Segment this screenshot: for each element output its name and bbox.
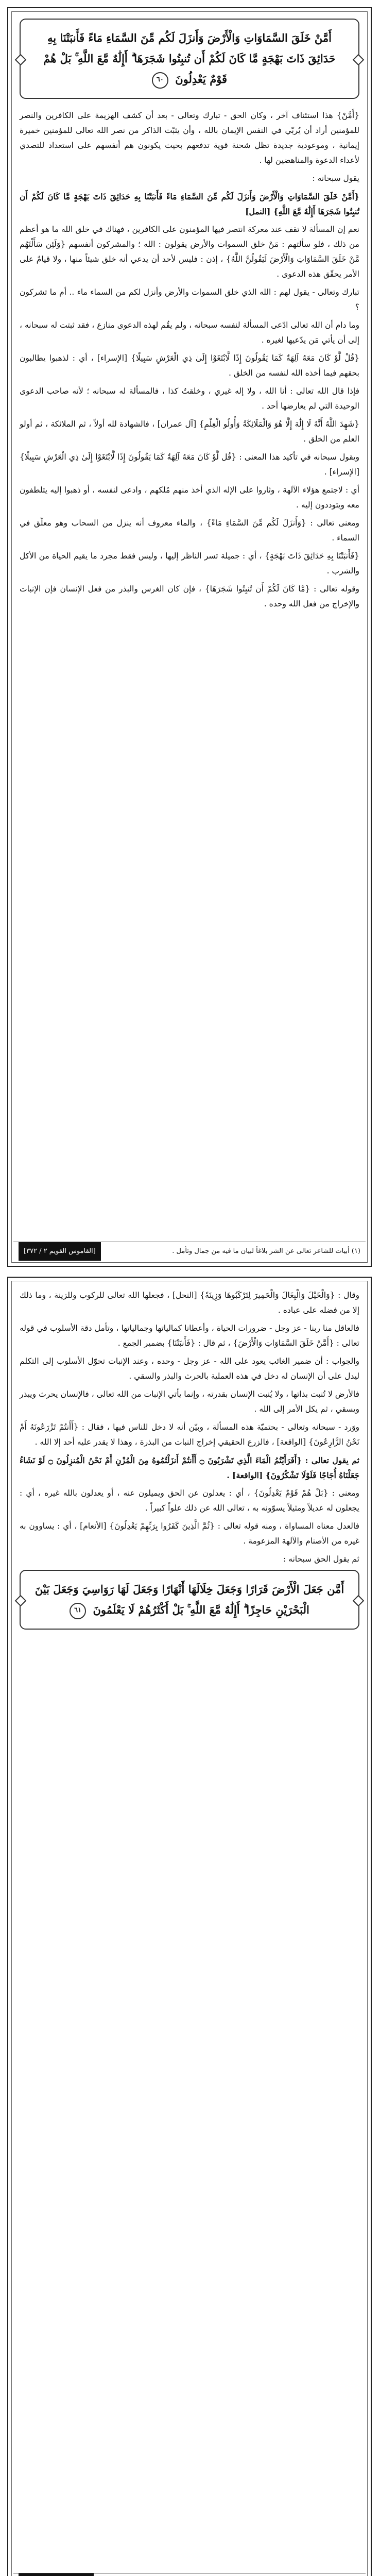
footnote (235, 2573, 360, 2576)
paragraph: والجواب : أن ضمير الغائب يعود على الله - عز وجل - وحده ، وعند الإنبات تحوّل الأسلوب إلى التكلم ليدل على أن الإنسان له دخل في هذه العملية بالحرث والبذر والسقي . (20, 1357, 359, 1381)
paragraph: ومعنى : {بَلْ هُمْ قَوْمٌ يَعْدِلُونَ} ، أي : يعدلون عن الحق ويميلون عنه ، أو يعدلون بالله غيره ، أي : يجعلون له عديلاً ومثيلاً يسوّونه به ، تعالى الله عن ذلك علواً كبيراً . (20, 1488, 359, 1513)
paragraph: نعم إن المسألة لا تقف عند معركة انتصر فيها المؤمنون على الكافرين ، فهناك في خلق الله ما هو أعظم من ذلك ، فلو سألتهم : مَنْ خلق السموات والأرض يقولون : الله ؛ والمشركون أنفسهم {وَلَئِن سَأَلْتَهُم مَّنْ خَلَقَ السَّمَاوَاتِ وَالْأَرْضَ لَيَقُولُنَّ اللَّهُ} ، إذن : فليس لأحد أن يدعي أنه خلق شيئاً منها ، ولا قيامٌ على الأمر يحقّق هذه الدعوى . (20, 225, 359, 279)
page-one (7, 7, 372, 1267)
paragraph: ومعنى تعالى : {وَأَنزَلَ لَكُم مِّنَ السَّمَاءِ مَاءً} ، والماء معروف أنه ينزل من السحاب وهو معلّق في السماء . (20, 518, 359, 543)
paragraph: ثم يقول الحق سبحانه : (283, 1554, 359, 1564)
paragraph: فالعدل معناه المساواة ، ومنه قوله تعالى : {ثُمَّ الَّذِينَ كَفَرُوا بِرَبِّهِمْ يَعْدِلُونَ} [الأنعام] ، أي : يساوون به غيره من الأصنام والآلهة المزعومة . (20, 1521, 359, 1546)
paragraph: فإذا قال الله تعالى : أنا الله ، ولا إله غيري ، وخلقتُ كذا ، فالمسألة له سبحانه ؛ لأنه صاحب الدعوى الوحيدة التي لم يعارضها أحد . (20, 386, 359, 411)
verse-box (20, 19, 359, 99)
verse-number: ٦١ (70, 1603, 86, 1619)
paragraph: ووَرد - سبحانه وتعالى - بحتميّة هذه المسألة ، وبيّن أنه لا دخل للناس فيها ، فقال : {أَأَنتُمْ تَزْرَعُونَهُ أَمْ نَحْنُ الزَّارِعُونَ} [الواقعة] ، فالزرع الحقيقي إخراج النبات من البذرة ، وهذا لا يقدر عليه أحد إلا الله . (20, 1422, 359, 1447)
paragraph: {أَمَّنْ} هذا استئناف آخر ، وكان الحق - تبارك وتعالى - بعد أن كشف الهزيمة على الكافرين والنصر للمؤمنين أراد أن يُربّي في النفس الإيمان بالله ، وأن يثبّت الذاكر من نصر الله تعالى للمؤمنين خميرة إيمانية ، وموعودية جديدة تظل شحنة قوية تدفعهم بحيث يكونون هم أنفسهم على استعداد للتصدي لأعداء الدعوة والمناهضين لها . (20, 111, 359, 165)
paragraph: {شَهِدَ اللَّهُ أَنَّهُ لَا إِلَٰهَ إِلَّا هُوَ وَالْمَلَائِكَةُ وَأُولُو الْعِلْمِ} [آل عمران] ، فالشهادة لله أولاً ، ثم الملائكة ، ثم أولو العلم من الخلق . (20, 419, 359, 444)
page-two (7, 1277, 372, 2576)
paragraph: وقال : {وَالْخَيْلَ وَالْبِغَالَ وَالْحَمِيرَ لِتَرْكَبُوهَا وَزِينَةً} [النحل] ، فجعلها الله تعالى للركوب وللزينة ، وما ذلك إلا من فضله على عباده . (20, 1291, 359, 1315)
verse-box (20, 1570, 359, 1630)
verse-number: ٦٠ (152, 72, 168, 89)
paragraph: تبارك وتعالى - يقول لهم : الله الذي خلق السموات والأرض وأنزل لكم من السماء ماء .. أم ما تشركون ؟ (20, 287, 359, 312)
paragraph: {فَأَنبَتْنَا بِهِ حَدَائِقَ ذَاتَ بَهْجَةٍ} ، أي : جميلة تسر الناظر إليها ، وليس فقط مجرد ما يقيم الحياة من الأكل والشرب . (20, 551, 359, 575)
paragraph: يقول سبحانه : (312, 174, 359, 183)
quote-paragraph: ثم يقول تعالى : {أَفَرَأَيْتُمُ الْمَاءَ الَّذِي تَشْرَبُونَ ۝ أَأَنتُمْ أَنزَلْتُمُوهُ مِنَ الْمُزْنِ أَمْ نَحْنُ الْمُنزِلُونَ ۝ لَوْ نَشَاءُ جَعَلْنَاهُ أُجَاجًا فَلَوْلَا تَشْكُرُونَ} [الواقعة] . (20, 1455, 359, 1480)
paragraph: فالعاقل منا ربنا - عز وجل - ضرورات الحياة ، وأعطانا كمالياتها وجمالياتها ، وتأمل دقة الأسلوب في قوله تعالى : {أَمَّنْ خَلَقَ السَّمَاوَاتِ وَالْأَرْضَ} ، ثم قال : {فَأَنبَتْنَا} بضمير الجمع . (20, 1324, 359, 1348)
quote-paragraph: {أَمَّنْ خَلَقَ السَّمَاوَاتِ وَالْأَرْضَ وَأَنزَلَ لَكُم مِّنَ السَّمَاءِ مَاءً فَأَنبَتْنَا بِهِ حَدَائِقَ ذَاتَ بَهْجَةٍ مَّا كَانَ لَكُمْ أَن تُنبِتُوا شَجَرَهَا أَإِلَٰهٌ مَّعَ اللَّهِ} [النمل] (20, 192, 359, 216)
verse-text: أَمَّنْ خَلَقَ السَّمَاوَاتِ وَالْأَرْضَ وَأَنزَلَ لَكُم مِّنَ السَّمَاءِ مَاءً فَأَنبَتْنَا بِهِ حَدَائِقَ ذَاتَ بَهْجَةٍ مَّا كَانَ لَكُمْ أَن تُنبِتُوا شَجَرَهَا ۗ أَإِلَٰهٌ مَّعَ اللَّهِ ۚ بَلْ هُمْ قَوْمٌ يَعْدِلُونَ (43, 31, 336, 86)
paragraph: أي : لاجتمع هؤلاء الآلهة ، وثاروا على الإله الذي أخذ منهم مُلكهم ، وادعى لنفسه ، أو ذهبوا إليه يتلطفون معه ويتوددون إليه . (20, 485, 359, 510)
paragraph: وقوله تعالى : {مَّا كَانَ لَكُمْ أَن تُنبِتُوا شَجَرَهَا} ، فإن كان الغرس والبذر من فعل الإنسان فإن الإنبات والإخراج من فعل الله وحده . (20, 584, 359, 608)
footnote-reference: [القاموس القويم ٢ / ٣٧٢] (19, 1242, 101, 1261)
paragraph: فالأرض لا تُنبت بذاتها ، ولا يُنبت الإنسان بقدرته ، وإنما يأتي الإنبات من الله تعالى ، فالإنسان يحرث ويبذر ويسقي ، ثم يكل الأمر إلى الله . (20, 1389, 359, 1414)
footnote-reference (19, 2573, 94, 2576)
page-footer (13, 2573, 366, 2576)
footnote: (١) أبيات للشاعر تعالى عن الشر بلاغاً لبيان ما فيه من جمال وتأمل . (172, 1247, 360, 1255)
page-one-body (20, 19, 359, 1236)
page-two-body (20, 1288, 359, 2567)
paragraph: وما دام أن الله تعالى ادّعى المسألة لنفسه سبحانه ، ولم يقُم لهذه الدعوى منازع ، فقد ثبتت له سبحانه ، إلى أن يأتي مَن يدّعيها لغيره . (20, 320, 359, 345)
paragraph: {قُلْ لَّوْ كَانَ مَعَهُ آلِهَةٌ كَمَا يَقُولُونَ إِذًا لَّابْتَغَوْا إِلَىٰ ذِي الْعَرْشِ سَبِيلًا} [الإسراء] ، أي : لذهبوا يطالبون بحقهم فيما أخذه الله لنفسه من الخلق . (20, 353, 359, 378)
verse-text: أَمَّن جَعَلَ الْأَرْضَ قَرَارًا وَجَعَلَ خِلَالَهَا أَنْهَارًا وَجَعَلَ لَهَا رَوَاسِيَ وَجَعَلَ بَيْنَ الْبَحْرَيْنِ حَاجِزًا ۗ أَإِلَٰهٌ مَّعَ اللَّهِ ۚ بَلْ أَكْثَرُهُمْ لَا يَعْلَمُونَ (34, 1583, 344, 1616)
paragraph: ويقول سبحانه في تأكيد هذا المعنى : {قُل لَّوْ كَانَ مَعَهُ آلِهَةٌ كَمَا يَقُولُونَ إِذًا لَّابْتَغَوْا إِلَىٰ ذِي الْعَرْشِ سَبِيلًا} [الإسراء] . (20, 452, 359, 477)
page-footer (13, 1242, 366, 1261)
